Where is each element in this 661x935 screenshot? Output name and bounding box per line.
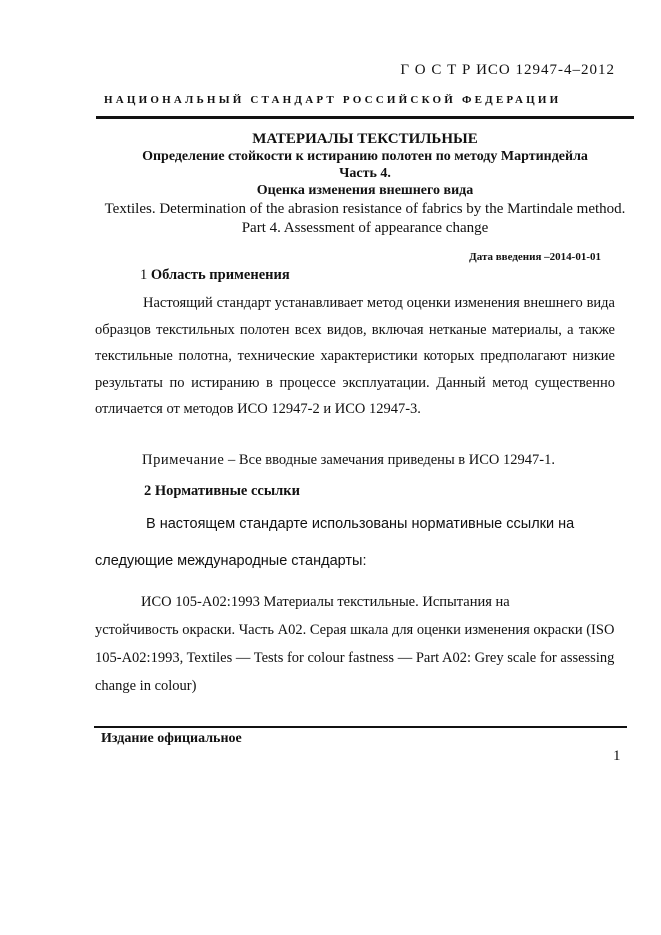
header-rule (96, 116, 634, 119)
standard-code: Г О С Т Р ИСО 12947-4–2012 (400, 62, 615, 78)
normative-reference (95, 588, 631, 700)
page-number: 1 (613, 748, 621, 764)
title-subtitle: Определение стойкости к истиранию полотен по методу Мартиндейла (142, 149, 588, 164)
title-main: МАТЕРИАЛЫ ТЕКСТИЛЬНЫЕ (252, 131, 478, 147)
section-1-heading (140, 267, 290, 284)
title-block (96, 128, 634, 238)
reference-rest: устойчивость окраски. Часть А02. Серая шкала для оценки изменения окраски (ISO 105-A02:1993, Textiles — Tests for colour fastness — Part A02: Grey scale for assessing change in colour) (95, 622, 615, 694)
title-english: Textiles. Determination of the abrasion resistance of fabrics by the Martindale method. Part 4. Assessment of appearance change (104, 201, 626, 236)
note-label: Примечание (142, 452, 225, 468)
section-2-intro-line1: В настоящем стандарте использованы нормативные ссылки на (146, 516, 575, 532)
section-1-title: Область применения (150, 267, 290, 283)
title-part-name: Оценка изменения внешнего вида (256, 183, 474, 198)
note (142, 452, 555, 469)
official-edition-label: Издание официальное (101, 731, 242, 746)
reference-first-line: ИСО 105-А02:1993 Материалы текстильные. Испытания на (141, 594, 510, 610)
section-2-heading: 2 Нормативные ссылки (144, 483, 300, 499)
section-2-intro-line2: следующие международные стандарты: (95, 553, 367, 569)
national-standard-label: НАЦИОНАЛЬНЫЙ СТАНДАРТ РОССИЙСКОЙ ФЕДЕРАЦИИ (104, 94, 562, 106)
footer-rule (94, 726, 627, 728)
introduction-date: Дата введения –2014-01-01 (469, 251, 601, 263)
note-text: – Все вводные замечания приведены в ИСО 12947-1. (224, 452, 555, 468)
title-part: Часть 4. (339, 166, 391, 181)
section-1-number: 1 (140, 267, 148, 283)
section-1-paragraph: Настоящий стандарт устанавливает метод оценки изменения внешнего вида образцов текстильных полотен всех видов, включая нетканые материалы, а также текстильные полотна, технические характеристики которых предполагают низкие результаты по истиранию в процессе эксплуатации. Данный метод существенно отличается от методов ИСО 12947-2 и ИСО 12947-3. (95, 295, 615, 418)
